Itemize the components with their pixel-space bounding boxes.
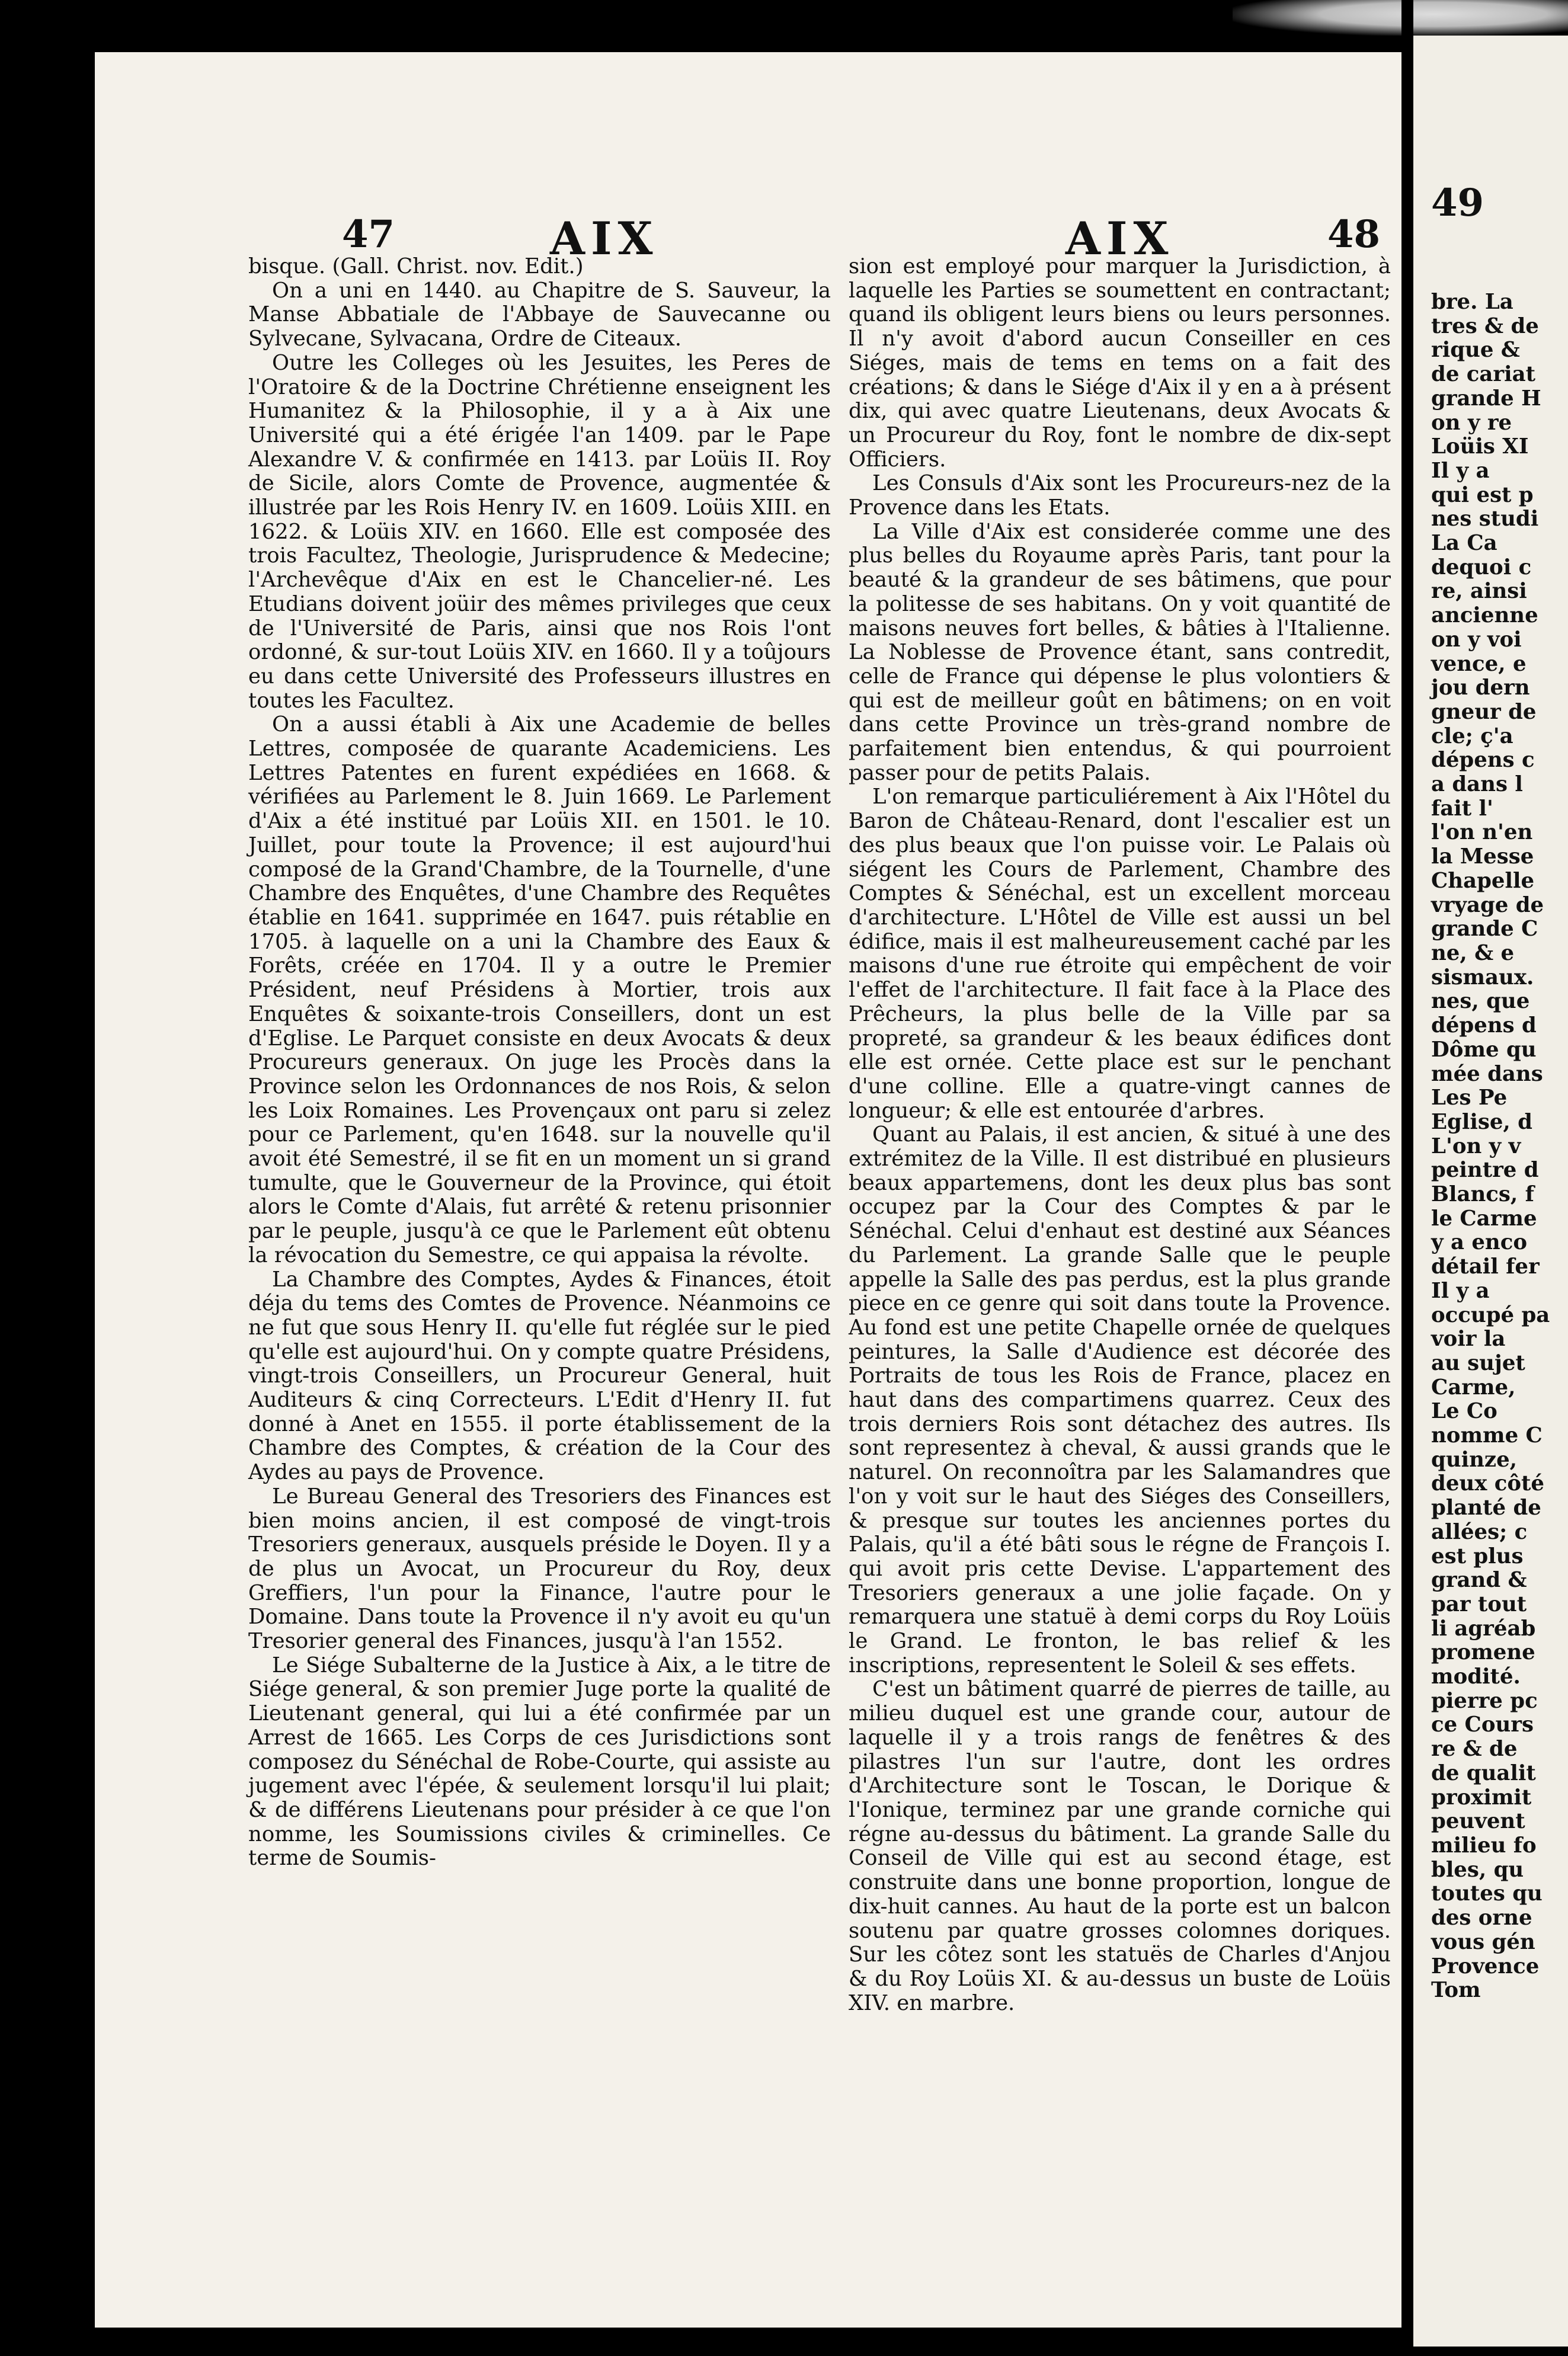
paragraph: sion est employé pour marquer la Jurisdiction, à laquelle les Parties se soumettent en contractant; quand ils obligent leurs biens ou leurs personnes. Il n'y avoit d'abord aucun Conseiller en ces Siéges, mais de tems en tems on a fait des créations; & dans le Siége d'Aix il y en a à présent dix, qui avec quatre Lieutenans, deux Avocats & un Procureur du Roy, font le nombre de dix-sept Officiers. <box>849 254 1391 472</box>
paragraph: L'on remarque particuliérement à Aix l'Hôtel du Baron de Château-Renard, dont l'escalier est un des plus beaux que l'on puisse voir. Le Palais où siégent les Cours de Parlement, Chambre des Comptes & Sénéchal, est un excellent morceau d'architecture. L'Hôtel de Ville est aussi un bel édifice, mais il est malheureusement caché par les maisons d'une rue étroite qui empêchent de voir l'effet de l'architecture. Il fait face à la Place des Prêcheurs, la plus belle de la Ville par sa propreté, sa grandeur & les beaux édifices dont elle est ornée. Cette place est sur le penchant d'une colline. Elle a quatre-vingt cannes de longueur; & elle est entourée d'arbres. <box>849 785 1391 1123</box>
paragraph: Quant au Palais, il est ancien, & situé à une des extrémitez de la Ville. Il est distribué en plusieurs beaux appartemens, dont les deux plus bas sont occupez par la Cour des Comptes & par le Sénéchal. Celui d'enhaut est destiné aux Séances du Parlement. La grande Salle que le peuple appelle la Salle des pas perdus, est la plus grande piece en ce genre qui soit dans toute la Provence. Au fond est une petite Chapelle ornée de quelques peintures, la Salle d'Audience est décorée des Portraits de tous les Rois de France, placez en haut dans des compartimens quarrez. Ceux des trois derniers Rois sont détachez des autres. Ils sont representez à cheval, & aussi grands que le naturel. On reconnoîtra par les Salamandres que l'on y voit sur le haut des Siéges des Conseillers, & presque sur toutes les anciennes portes du Palais, qu'il a été bâti sous le régne de François I. qui avoit pris cette Devise. L'appartement des Tresoriers generaux a une jolie façade. On y remarquera une statuë à demi corps du Roy Loüis le Grand. Le fronton, le bas relief & les inscriptions, representent le Soleil & ses effets. <box>849 1122 1391 1678</box>
page-number-48: 48 <box>1327 212 1381 257</box>
page-number-47: 47 <box>342 212 395 257</box>
page-number-49: 49 <box>1431 181 1484 225</box>
page-edge-stain <box>1233 0 1568 36</box>
text-column-left <box>248 255 831 1871</box>
paragraph: Outre les Colleges où les Jesuites, les Peres de l'Oratoire & de la Doctrine Chrétienne enseignent les Humanitez & la Philosophie, il y a à Aix une Université qui a été érigée l'an 1409. par le Pape Alexandre V. & confirmée en 1413. par Loüis II. Roy de Sicile, alors Comte de Provence, augmentée & illustrée par les Rois Henry IV. en 1609. Loüis XIII. en 1622. & Loüis XIV. en 1660. Elle est composée des trois Facultez, Theologie, Jurisprudence & Medecine; l'Archevêque d'Aix en est le Chancelier-né. Les Etudians doivent joüir des mêmes privileges que ceux de l'Université de Paris, ainsi que nos Rois l'ont ordonné, & sur-tout Loüis XIV. en 1660. Il y a toûjours eu dans cette Université des Professeurs illustres en toutes les Facultez. <box>248 350 831 713</box>
cropped-text-fragment: bre. La tres & de rique & de cariat grande H on y re Loüis XI Il y a qui est p nes studi La Ca dequoi c re, ainsi ancienne on y voi vence, e jou dern gneur de cle; ç'a dépens c a dans l fait l' l'on n'en la Messe Chapelle vryage de grande C ne, & e sismaux. nes, que dépens d Dôme qu mée dans Les Pe Eglise, d L'on y v peintre d Blancs, f le Carme y a enco détail fer Il y a occupé pa voir la au sujet Carme, Le Co nomme C quinze, deux côté planté de allées; c est plus grand & par tout li agréab promene modité. pierre pc ce Cours re & de de qualit proximit peuvent milieu fo bles, qu toutes qu des orne vous gén Provence Tom <box>1431 290 1550 2003</box>
paragraph: Le Bureau General des Tresoriers des Finances est bien moins ancien, il est composé de vingt-trois Tresoriers generaux, ausquels préside le Doyen. Il y a de plus un Avocat, un Procureur du Roy, deux Greffiers, l'un pour la Finance, l'autre pour le Domaine. Dans toute la Provence il n'y avoit eu qu'un Tresorier general des Finances, jusqu'à l'an 1552. <box>248 1484 831 1654</box>
running-head-right: AIX <box>1065 212 1175 265</box>
paragraph: Le Siége Subalterne de la Justice à Aix, a le titre de Siége general, & son premier Juge porte la qualité de Lieutenant general, qui lui a été confirmée par un Arrest de 1665. Les Corps de ces Jurisdictions sont composez du Sénéchal de Robe-Courte, qui assiste au jugement avec l'épée, & seulement lorsqu'il lui plait; & de différens Lieutenans pour présider à ce que l'on nomme, les Soumissions civiles & criminelles. Ce terme de Soumis- <box>248 1653 831 1871</box>
paragraph: C'est un bâtiment quarré de pierres de taille, au milieu duquel est une grande cour, autour de laquelle il y a trois rangs de fenêtres & des pilastres l'un sur l'autre, dont les ordres d'Architecture sont le Toscan, le Dorique & l'Ionique, terminez par une grande corniche qui régne au-dessus du bâtiment. La grande Salle du Conseil de Ville qui est au second étage, est construite dans une bonne proportion, longue de dix-huit cannes. Au haut de la porte est un balcon soutenu par quatre grosses colomnes doriques. Sur les côtez sont les statuës de Charles d'Anjou & du Roy Loüis XI. & au-dessus un buste de Loüis XIV. en marbre. <box>849 1677 1391 2015</box>
right-page-fragment <box>1413 36 1568 2347</box>
paragraph: La Chambre des Comptes, Aydes & Finances, étoit déja du tems des Comtes de Provence. Néanmoins ce ne fut que sous Henry II. qu'elle fut réglée sur le pied qu'elle est aujourd'hui. On y compte quatre Présidens, vingt-trois Conseillers, un Procureur General, huit Auditeurs & cinq Correcteurs. L'Edit d'Henry II. fut donné à Anet en 1555. il porte établissement de la Chambre des Comptes, & création de la Cour des Aydes au pays de Provence. <box>248 1267 831 1485</box>
text-column-right <box>849 255 1391 2015</box>
paragraph: bisque. (Gall. Christ. nov. Edit.) <box>248 254 584 279</box>
paragraph: On a uni en 1440. au Chapitre de S. Sauveur, la Manse Abbatiale de l'Abbaye de Sauvecanne ou Sylvecane, Sylvacana, Ordre de Citeaux. <box>248 278 831 351</box>
page-gutter <box>1401 0 1413 2356</box>
paragraph: Les Consuls d'Aix sont les Procureurs-nez de la Provence dans les Etats. <box>849 471 1391 520</box>
paragraph: La Ville d'Aix est considerée comme une des plus belles du Royaume après Paris, tant pour la beauté & la grandeur de ses bâtimens, que pour la politesse de ses habitans. On y voit quantité de maisons neuves fort belles, & bâties à l'Italienne. La Noblesse de Provence étant, sans contredit, celle de France qui dépense le plus volontiers & qui est de meilleur goût en bâtimens; on en voit dans cette Province un très-grand nombre de parfaitement bien entendus, & qui pourroient passer pour de petits Palais. <box>849 519 1391 785</box>
paragraph: On a aussi établi à Aix une Academie de belles Lettres, composée de quarante Academiciens. Les Lettres Patentes en furent expédiées en 1668. & vérifiées au Parlement le 8. Juin 1669. Le Parlement d'Aix a été institué par Loüis XII. en 1501. le 10. Juillet, pour toute la Provence; il est aujourd'hui composé de la Grand'Chambre, de la Tournelle, d'une Chambre des Enquêtes, d'une Chambre des Requêtes établie en 1641. supprimée en 1647. puis rétablie en 1705. à laquelle on a uni la Chambre des Eaux & Forêts, créée en 1704. Il y a outre le Premier Président, neuf Présidens à Mortier, trois aux Enquêtes & soixante-trois Conseillers, dont un est d'Eglise. Le Parquet consiste en deux Avocats & deux Procureurs generaux. On juge les Procès dans la Province selon les Ordonnances de nos Rois, & selon les Loix Romaines. Les Provençaux ont paru si zelez pour ce Parlement, qu'en 1648. sur la nouvelle qu'il avoit été Semestré, il se fit en un moment un si grand tumulte, que le Gouverneur de la Province, qui étoit alors le Comte d'Alais, fut arrêté & retenu prisonnier par le peuple, jusqu'à ce que le Parlement eût obtenu la révocation du Semestre, ce qui appaisa la révolte. <box>248 712 831 1267</box>
running-head-left: AIX <box>550 212 659 265</box>
